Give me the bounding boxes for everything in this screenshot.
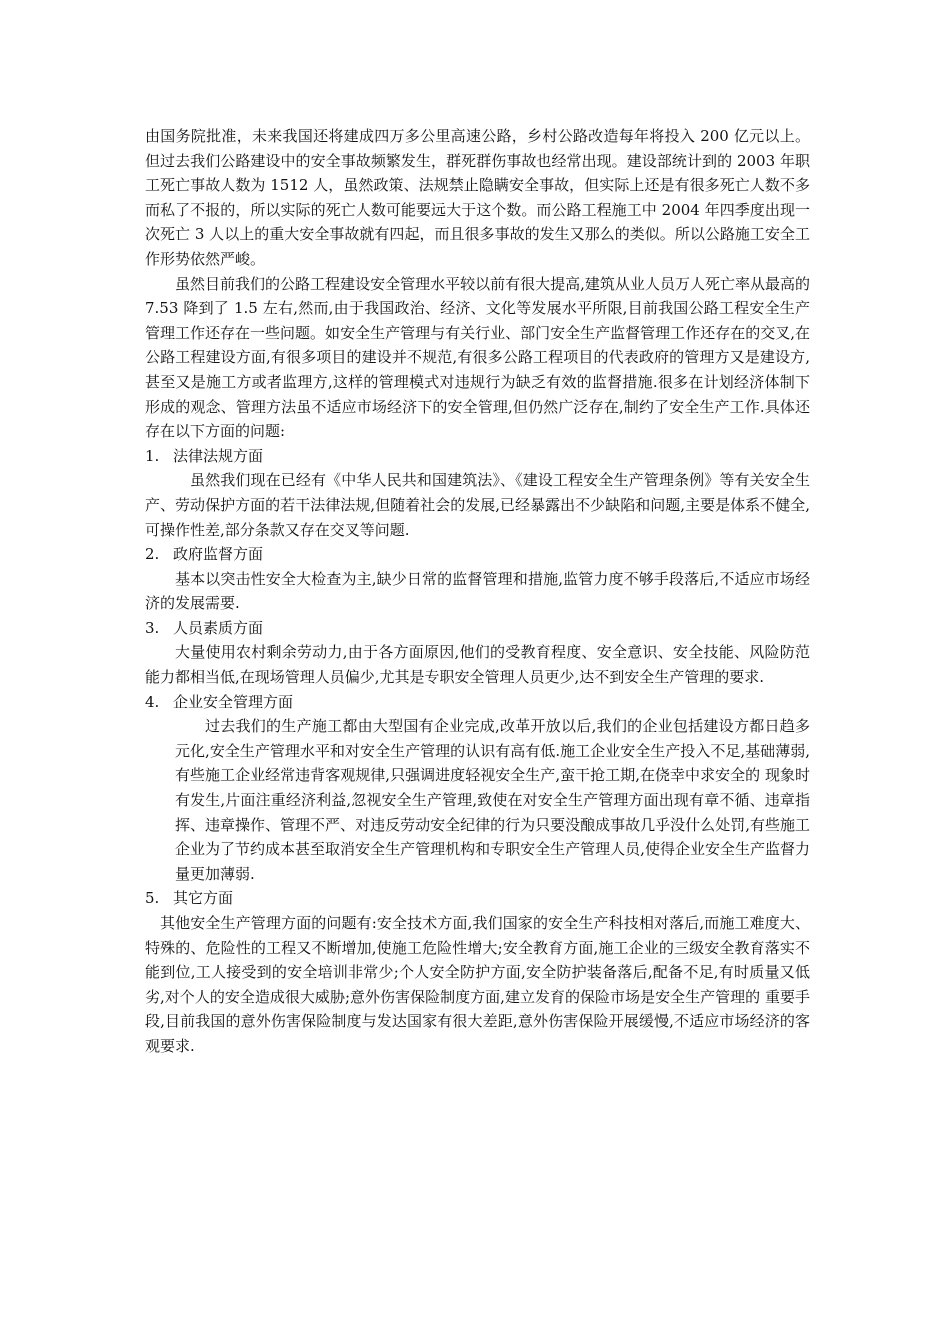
section-heading-personnel: [145, 616, 810, 641]
section-title: 企业安全管理方面: [173, 692, 294, 711]
section-number: 3.: [145, 618, 160, 637]
main-paragraph: 虽然目前我们的公路工程建设安全管理水平较以前有很大提高,建筑从业人员万人死亡率从最高的 7.53 降到了 1.5 左右,然而,由于我国政治、经济、文化等发展水平所限,目前我国公路工程安全生产管理工作还存在一些问题。如安全生产管理与有关行业、部门安全生产监督管理工作还存在的交叉,在公路工程建设方面,有很多项目的建设并不规范,有很多公路工程项目的代表政府的管理方又是建设方,甚至又是施工方或者监理方,这样的管理模式对违规行为缺乏有效的监督措施.很多在计划经济体制下形成的观念、管理方法虽不适应市场经济下的安全管理,但仍然广泛存在,制约了安全生产工作.具体还存在以下方面的问题:: [145, 274, 810, 441]
section-heading-other: [145, 886, 810, 911]
section-title: 政府监督方面: [173, 545, 264, 564]
section-number: 2.: [145, 545, 160, 564]
section-number: 4.: [145, 692, 160, 711]
section-body-government: 基本以突击性安全大检查为主,缺少日常的监督管理和措施,监管力度不够手段落后,不适应市场经济的发展需要.: [145, 569, 810, 613]
section-number: 1.: [145, 446, 160, 465]
section-body-law: 虽然我们现在已经有《中华人民共和国建筑法》、《建设工程安全生产管理条例》等有关安全生产、劳动保护方面的若干法律法规,但随着社会的发展,已经暴露出不少缺陷和问题,主要是体系不健全,可操作性差,部分条款又存在交叉等问题.: [145, 471, 810, 539]
section-heading-government: [145, 542, 810, 567]
section-body-enterprise: 过去我们的生产施工都由大型国有企业完成,改革开放以后,我们的企业包括建设方都日趋多元化,安全生产管理水平和对安全生产管理的认识有高有低.施工企业安全生产投入不足,基础薄弱,有些施工企业经常违背客观规律,只强调进度轻视安全生产,蛮干抢工期,在侥幸中求安全的 现象时有发生,片面注重经济利益,忽视安全生产管理,致使在对安全生产管理方面出现有章不循、违章指挥、违章操作、管理不严、对违反劳动安全纪律的行为只要没酿成事故几乎没什么处罚,有些施工企业为了节约成本甚至取消安全生产管理机构和专职安全生产管理人员,使得企业安全生产监督力量更加薄弱.: [175, 717, 810, 883]
section-heading-enterprise: [145, 690, 810, 715]
section-body-other: 其他安全生产管理方面的问题有:安全技术方面,我们国家的安全生产科技相对落后,而施工难度大、特殊的、危险性的工程又不断增加,使施工危险性增大;安全教育方面,施工企业的三级安全教育落实不能到位,工人接受到的安全培训非常少;个人安全防护方面,安全防护装备落后,配备不足,有时质量又低劣,对个人的安全造成很大威胁;意外伤害保险制度方面,建立发育的保险市场是安全生产管理的 重要手段,目前我国的意外伤害保险制度与发达国家有很大差距,意外伤害保险开展缓慢,不适应市场经济的客观要求.: [145, 914, 810, 1055]
section-body-personnel: 大量使用农村剩余劳动力,由于各方面原因,他们的受教育程度、安全意识、安全技能、风险防范能力都相当低,在现场管理人员偏少,尤其是专职安全管理人员更少,达不到安全生产管理的要求.: [145, 643, 810, 687]
section-title: 其它方面: [173, 889, 234, 908]
document-body: [145, 124, 810, 1059]
intro-paragraph: 由国务院批准，未来我国还将建成四万多公里高速公路，乡村公路改造每年将投入 200 亿元以上。但过去我们公路建设中的安全事故频繁发生，群死群伤事故也经常出现。建设部统计到的 2003 年职工死亡事故人数为 1512 人，虽然政策、法规禁止隐瞒安全事故，但实际上还是有很多死亡人数不多而私了不报的，所以实际的死亡人数可能要远大于这个数。而公路工程施工中 2004 年四季度出现一次死亡 3 人以上的重大安全事故就有四起，而且很多事故的发生又那么的类似。所以公路施工安全工作形势依然严峻。: [145, 127, 810, 268]
section-heading-law: [145, 444, 810, 469]
section-title: 法律法规方面: [173, 446, 264, 465]
section-title: 人员素质方面: [173, 618, 264, 637]
section-number: 5.: [145, 889, 160, 908]
